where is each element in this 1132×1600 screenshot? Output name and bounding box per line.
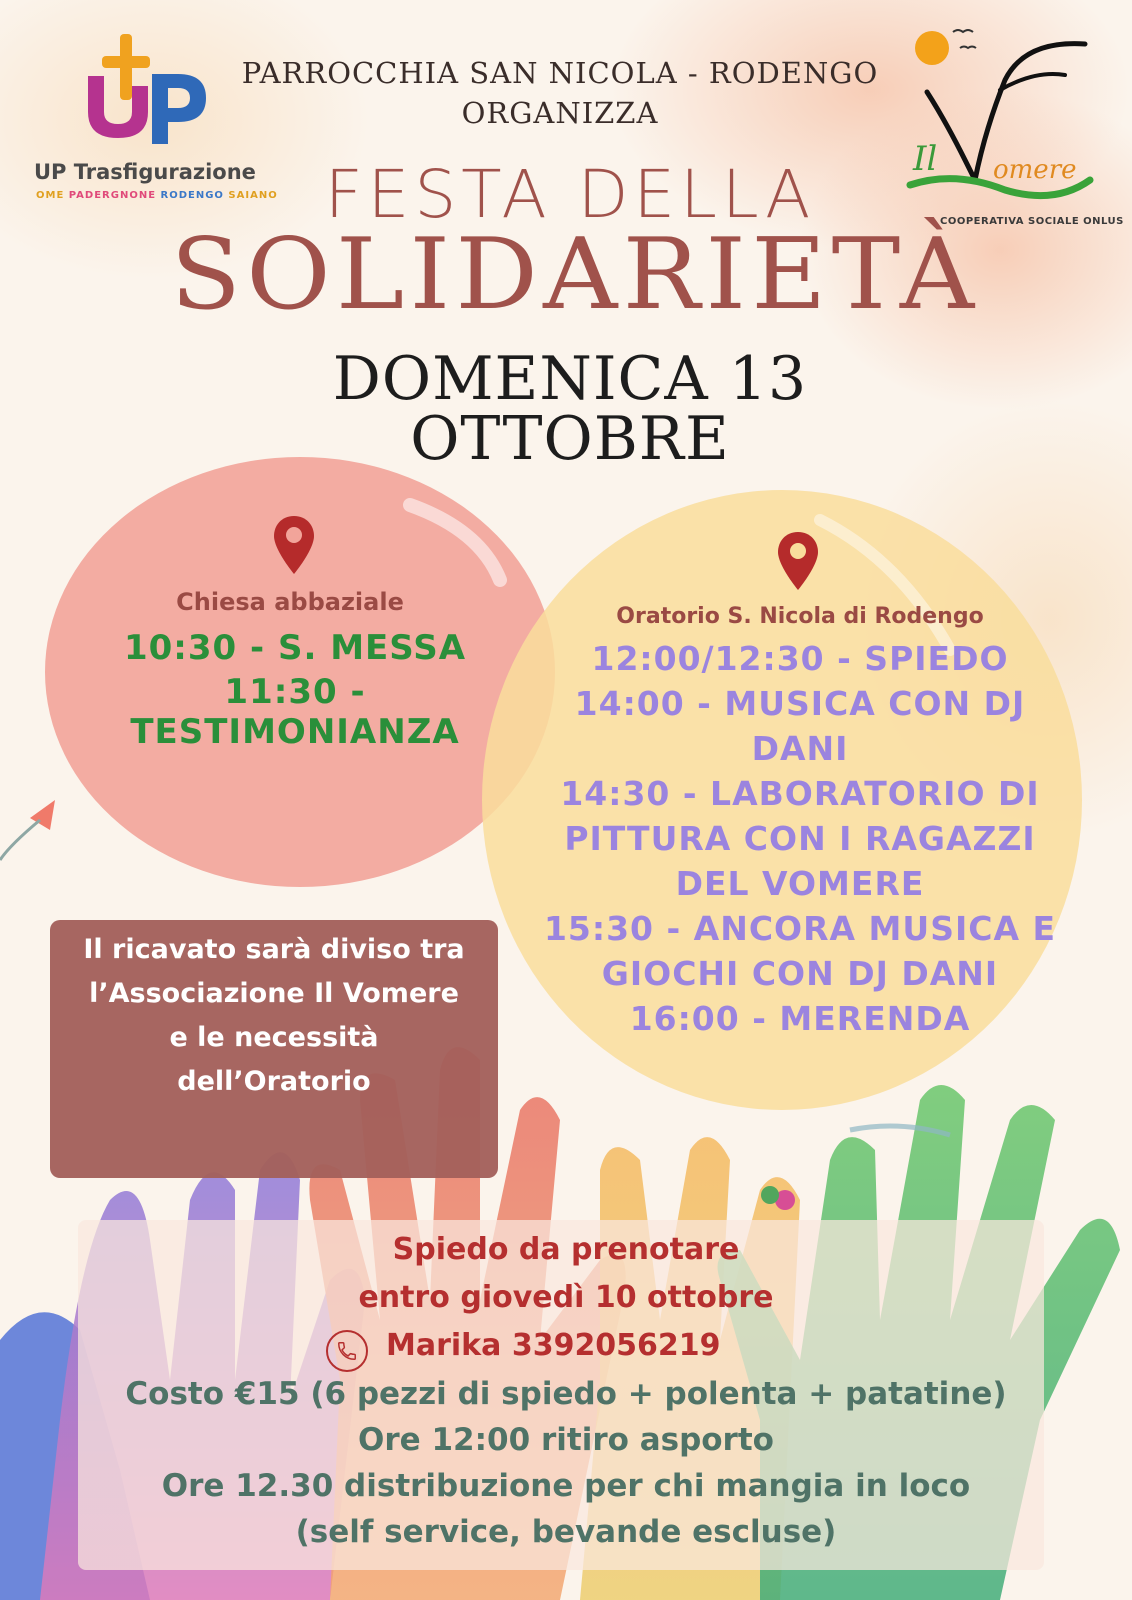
- vomere-subtitle: COOPERATIVA SOCIALE ONLUS: [940, 216, 1124, 227]
- donation-line: l’Associazione Il Vomere: [89, 978, 459, 1009]
- contact-name-phone: Marika 3392056219: [386, 1328, 721, 1363]
- up-town-0: OME: [36, 190, 69, 201]
- map-pin-icon: [272, 514, 316, 576]
- donation-text: [58, 928, 490, 1104]
- date-day: DOMENICA 13: [332, 344, 808, 414]
- phone-icon: [326, 1330, 368, 1372]
- schedule-line: DANI: [751, 729, 849, 768]
- schedule-line: 14:30 - LABORATORIO DI: [560, 774, 1040, 813]
- schedule-line: DEL VOMERE: [675, 864, 925, 903]
- schedule-line: GIOCHI CON DJ DANI: [601, 954, 999, 993]
- booking-distribution: Ore 12.30 distribuzione per chi mangia in loco: [161, 1468, 971, 1504]
- up-town-1: PADERGNONE: [68, 190, 161, 201]
- donation-line: dell’Oratorio: [177, 1066, 371, 1097]
- page-title: SOLIDARIETÀ: [170, 218, 980, 332]
- oratory-schedule: [530, 636, 1070, 1041]
- donation-line: Il ricavato sarà diviso tra: [83, 934, 465, 965]
- schedule-line: 15:30 - ANCORA MUSICA E: [543, 909, 1057, 948]
- map-pin-icon: [776, 530, 820, 592]
- booking-cost: Costo €15 (6 pezzi di spiedo + polenta + patatine): [125, 1376, 1007, 1412]
- organizer-verb: ORGANIZZA: [461, 96, 659, 130]
- schedule-item-testimony: 11:30 - TESTIMONIANZA: [130, 672, 460, 752]
- booking-pickup: Ore 12:00 ritiro asporto: [358, 1422, 774, 1458]
- title-top: FESTA DELLA: [324, 156, 816, 233]
- booking-headline: Spiedo da prenotare: [392, 1232, 740, 1267]
- svg-text:omere: omere: [993, 155, 1077, 185]
- schedule-line: PITTURA CON I RAGAZZI: [564, 819, 1036, 858]
- up-town-3: SAIANO: [228, 190, 278, 201]
- organizer-line: PARROCCHIA SAN NICOLA - RODENGO: [241, 56, 879, 90]
- schedule-line: 12:00/12:30 - SPIEDO: [591, 639, 1009, 678]
- venue-church: Chiesa abbaziale: [176, 588, 404, 616]
- up-logo: [78, 30, 218, 150]
- donation-line: e le necessità: [169, 1022, 379, 1053]
- schedule-line: 14:00 - MUSICA CON DJ: [574, 684, 1026, 723]
- schedule-item-mass: 10:30 - S. MESSA: [123, 628, 467, 668]
- svg-text:Il: Il: [913, 139, 938, 179]
- booking-note: (self service, bevande escluse): [295, 1514, 837, 1550]
- up-logo-name: UP Trasfigurazione: [34, 160, 256, 184]
- venue-oratory: Oratorio S. Nicola di Rodengo: [616, 604, 984, 629]
- schedule-line: 16:00 - MERENDA: [629, 999, 971, 1038]
- booking-deadline: entro giovedì 10 ottobre: [358, 1280, 774, 1315]
- date-month: OTTOBRE: [410, 404, 730, 474]
- up-town-2: RODENGO: [160, 190, 229, 201]
